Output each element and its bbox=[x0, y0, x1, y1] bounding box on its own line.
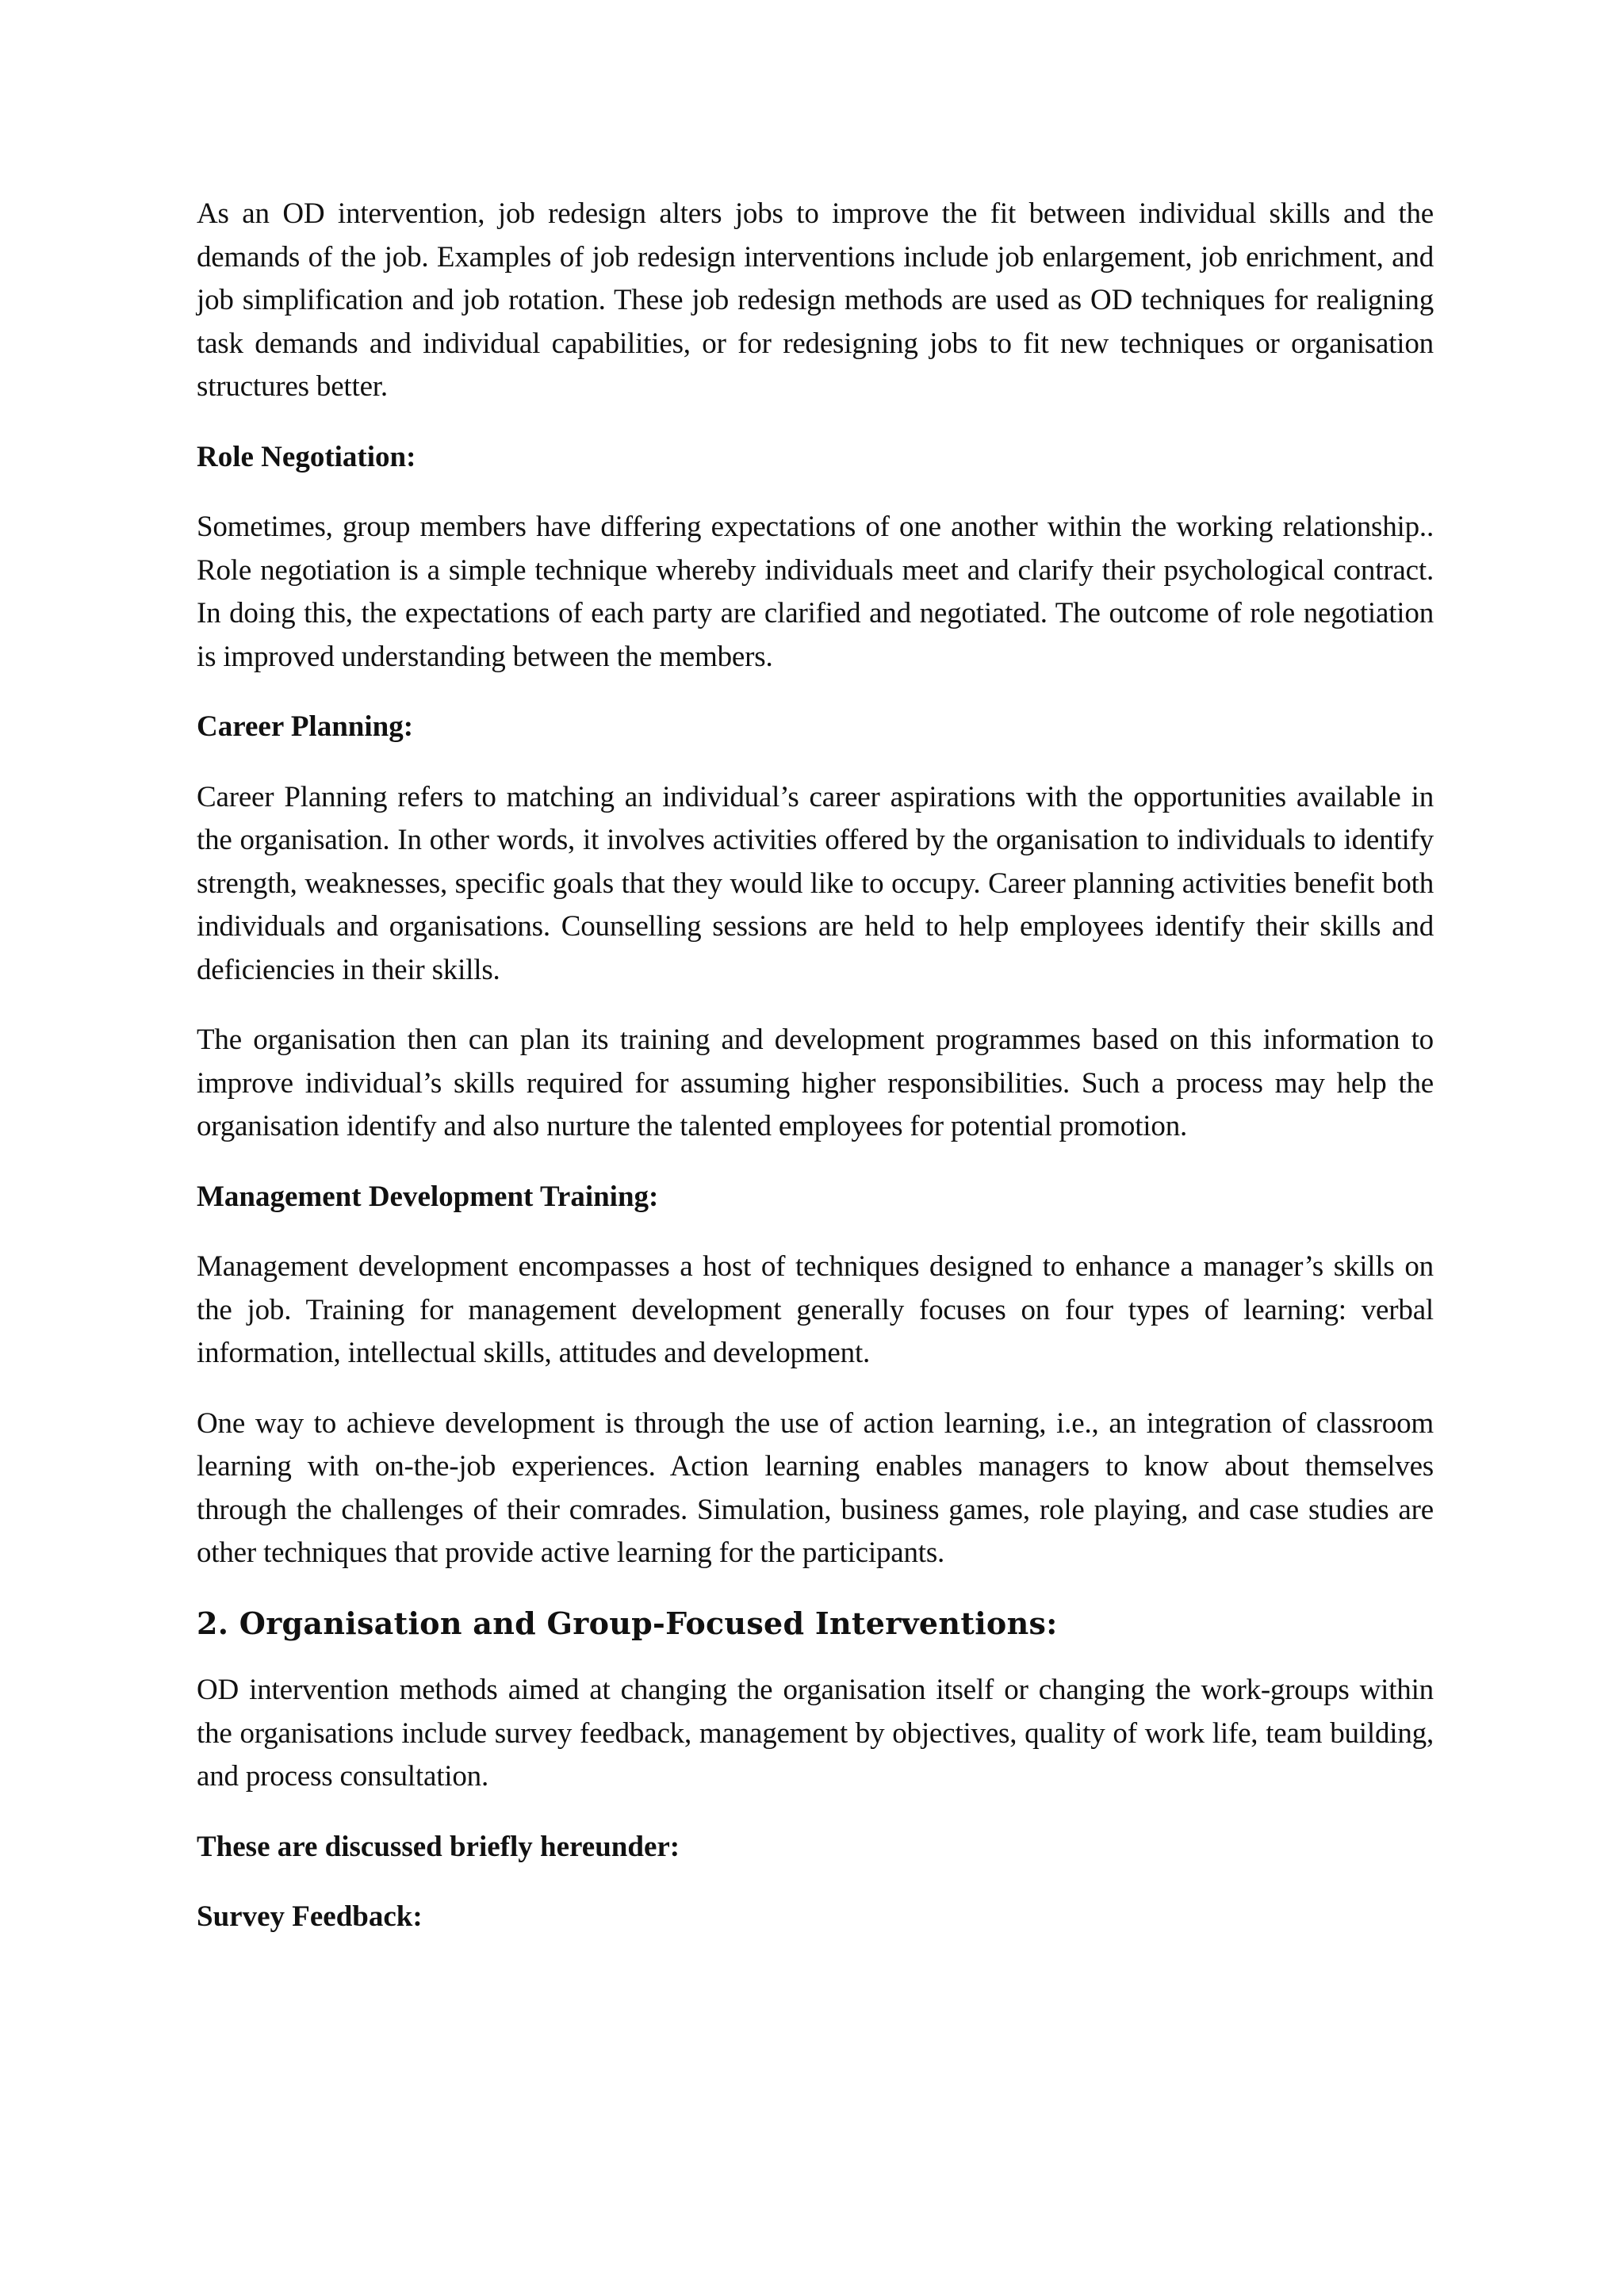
role-negotiation-heading: Role Negotiation: bbox=[197, 440, 416, 473]
management-development-paragraph-2: One way to achieve development is through the use of action learning, i.e., an integration of classroom learning with on-the-job experiences. Action learning enables managers to know about themselves through the challenges of their comrades. Simulation, business games, role playing, and case studies are other techniques that provide active learning for the participants. bbox=[197, 1406, 1434, 1569]
career-planning-paragraph-2: The organisation then can plan its training and development programmes based on this information to improve individual’s skills required for assuming higher responsibilities. Such a process may help the organisation identify and also nurture the talented employees for potential promotion. bbox=[197, 1024, 1434, 1142]
document-body bbox=[197, 193, 1434, 1966]
intro-paragraph: As an OD intervention, job redesign alters jobs to improve the fit between individual skills and the demands of the job. Examples of job redesign interventions include job enlargement, job enrichment, and job simplification and job rotation. These job redesign methods are used as OD techniques for realigning task demands and individual capabilities, or for redesigning jobs to fit new techniques or organisation structures better. bbox=[197, 197, 1434, 403]
section-2-heading: 2. Organisation and Group-Focused Interventions: bbox=[197, 1605, 1058, 1641]
management-development-paragraph-1: Management development encompasses a host of techniques designed to enhance a manager’s skills on the job. Training for management development generally focuses on four types of learning: verbal information, intellectual skills, attitudes and development. bbox=[197, 1250, 1434, 1369]
discussed-briefly-heading: These are discussed briefly hereunder: bbox=[197, 1830, 680, 1863]
section-2-paragraph: OD intervention methods aimed at changing the organisation itself or changing the work-groups within the organisations include survey feedback, management by objectives, quality of work life, team building, and process consultation. bbox=[197, 1674, 1434, 1793]
career-planning-paragraph-1: Career Planning refers to matching an individual’s career aspirations with the opportunities available in the organisation. In other words, it involves activities offered by the organisation to individuals to identify strength, weaknesses, specific goals that they would like to occupy. Career planning activities benefit both individuals and organisations. Counselling sessions are held to help employees identify their skills and deficiencies in their skills. bbox=[197, 780, 1434, 986]
survey-feedback-heading: Survey Feedback: bbox=[197, 1900, 423, 1933]
career-planning-heading: Career Planning: bbox=[197, 710, 414, 743]
management-development-heading: Management Development Training: bbox=[197, 1180, 659, 1213]
role-negotiation-paragraph: Sometimes, group members have differing expectations of one another within the working relationship.. Role negotiation is a simple technique whereby individuals meet and clarify their psychological contract. In doing this, the expectations of each party are clarified and negotiated. The outcome of role negotiation is improved understanding between the members. bbox=[197, 511, 1434, 673]
